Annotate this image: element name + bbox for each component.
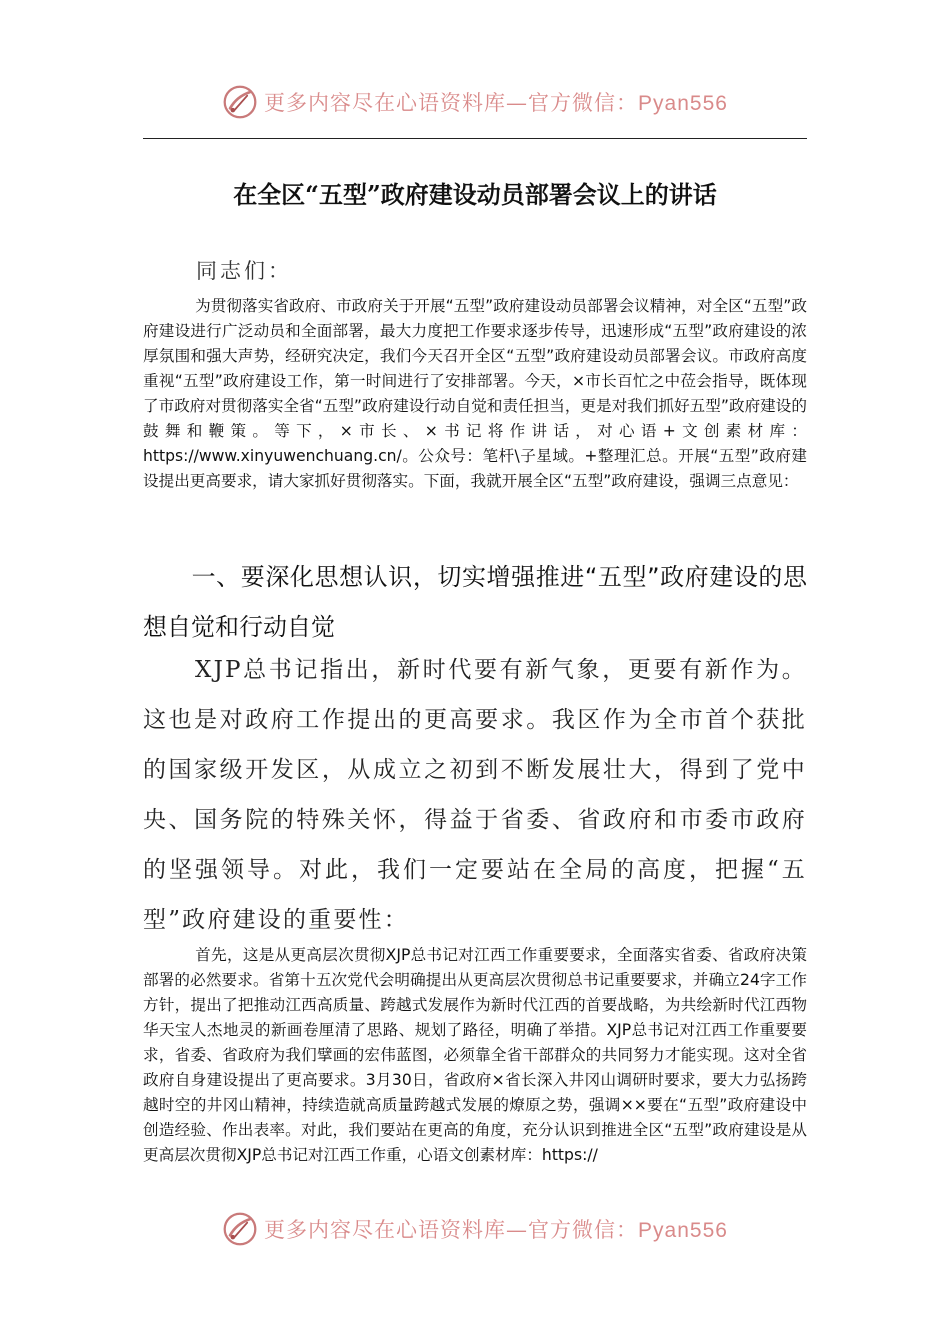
watermark-banner-top (0, 78, 950, 126)
first-point-paragraph (143, 943, 807, 1168)
section-1-paragraph (143, 645, 807, 945)
watermark-banner-bottom (0, 1205, 950, 1253)
section-1-paragraph-text: XJP总书记指出，新时代要有新气象，更要有新作为。这也是对政府工作提出的更高要求。我区作为全市首个获批的国家级开发区，从成立之初到不断发展壮大，得到了党中央、国务院的特殊关怀，得益于省委、省政府和市委市政府的坚强领导。对此，我们一定要站在全局的高度，把握“五型”政府建设的重要性： (143, 657, 807, 933)
watermark-text: 更多内容尽在心语资料库—官方微信：Pyan556 (264, 91, 728, 115)
intro-text: 为贯彻落实省政府、市政府关于开展“五型”政府建设动员部署会议精神，对全区“五型”政府建设进行广泛动员和全面部署，最大力度把工作要求逐步传导，迅速形成“五型”政府建设的浓厚氛围和强大声势，经研究决定，我们今天召开全区“五型”政府建设动员部署会议。市政府高度重视“五型”政府建设工作，第一时间进行了安排部署。今天，×市长百忙之中莅会指导，既体现了市政府对贯彻落实全省“五型”政府建设行动自觉和责任担当，更是对我们抓好五型”政府建设的鼓舞和鞭策。等下，×市长、×书记将作讲话，对心语+文创素材库：https://www.xinyuwenchuang.cn/。公众号：笔杆\子星域。+整理汇总。开展“五型”政府建设提出更高要求，请大家抓好贯彻落实。下面，我就开展全区“五型”政府建设，强调三点意见： (143, 297, 807, 490)
pen-logo-icon (222, 84, 258, 120)
watermark-text: 更多内容尽在心语资料库—官方微信：Pyan556 (264, 1218, 728, 1242)
document-title: 在全区“五型”政府建设动员部署会议上的讲话 (233, 180, 717, 209)
header-divider (143, 138, 807, 139)
salutation: 同志们： (196, 259, 292, 283)
pen-logo-icon (222, 1211, 258, 1247)
section-1-heading-text: 一、要深化思想认识，切实增强推进“五型”政府建设的思想自觉和行动自觉 (143, 563, 807, 641)
section-1-heading (143, 552, 807, 652)
intro-paragraph (143, 294, 807, 494)
first-point-text: 首先，这是从更高层次贯彻XJP总书记对江西工作重要要求，全面落实省委、省政府决策部署的必然要求。省第十五次党代会明确提出从更高层次贯彻总书记重要要求，并确立24字工作方针，提出了把推动江西高质量、跨越式发展作为新时代江西的首要战略，为共绘新时代江西物华天宝人杰地灵的新画卷厘清了思路、规划了路径，明确了举措。XJP总书记对江西工作重要要求，省委、省政府为我们擘画的宏伟蓝图，必须靠全省干部群众的共同努力才能实现。这对全省政府自身建设提出了更高要求。3月30日，省政府×省长深入井冈山调研时要求，要大力弘扬跨越时空的井冈山精神，持续造就高质量跨越式发展的燎原之势，强调××要在“五型”政府建设中创造经验、作出表率。对此，我们要站在更高的角度，充分认识到推进全区“五型”政府建设是从更高层次贯彻XJP总书记对江西工作重，心语文创素材库：https:// (143, 946, 807, 1164)
